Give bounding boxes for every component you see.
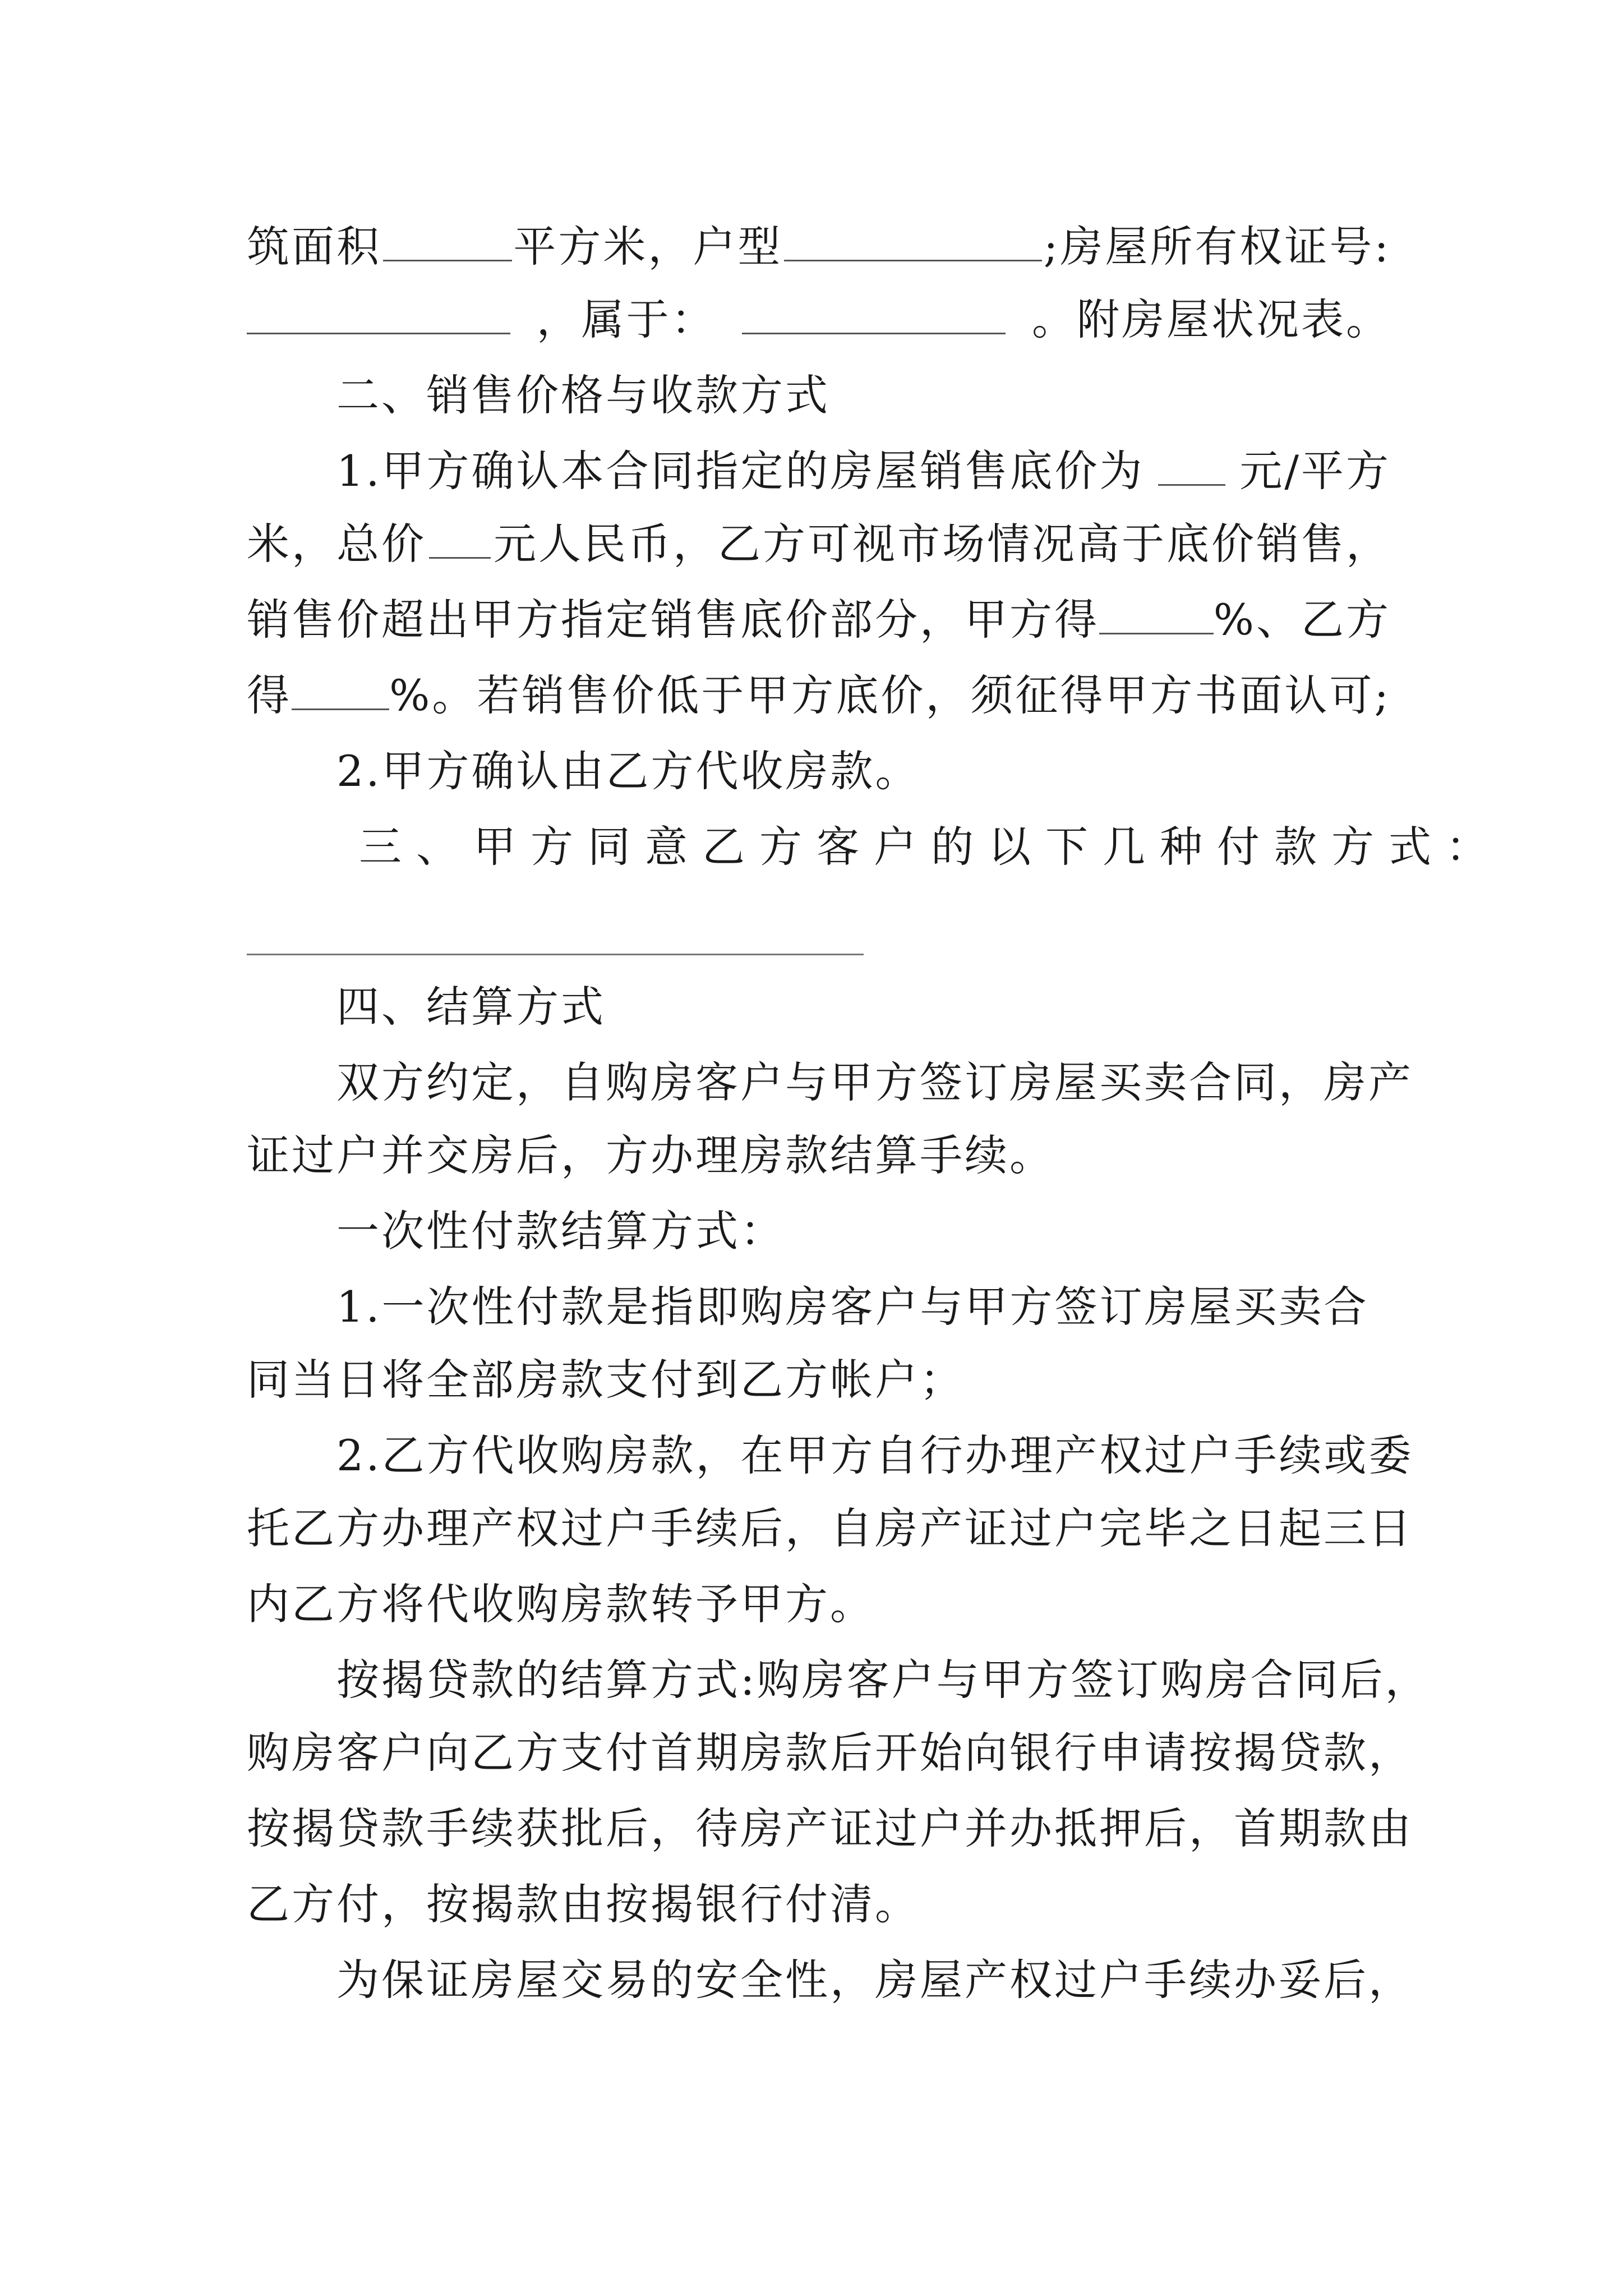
section-heading: 三、甲方同意乙方客户的以下几种付款方式： bbox=[359, 822, 1503, 872]
text-segment: 元人民币，乙方可视市场情况高于底价销售， bbox=[494, 519, 1391, 569]
fill-blank bbox=[1158, 445, 1225, 486]
text-segment: ;房屋所有权证号: bbox=[1043, 222, 1391, 272]
fill-blank bbox=[742, 293, 1006, 334]
text-line: 按揭贷款的结算方式:购房客户与甲方签订购房合同后， bbox=[336, 1655, 1430, 1705]
text-segment: 销售价超出甲方指定销售底价部分，甲方得 bbox=[247, 595, 1099, 645]
text-segment: 元/平方 bbox=[1239, 446, 1391, 496]
text-line bbox=[247, 668, 1391, 724]
fill-blank bbox=[1099, 593, 1214, 634]
text-line: 2.乙方代收购房款，在甲方自行办理产权过户手续或委 bbox=[336, 1430, 1414, 1480]
text-line: 双方约定，自购房客户与甲方签订房屋买卖合同，房产 bbox=[336, 1057, 1413, 1107]
text-segment: %。若销售价低于甲方底价，须征得甲方书面认可; bbox=[389, 670, 1391, 720]
text-line bbox=[247, 592, 1391, 648]
text-segment: 1.甲方确认本合同指定的房屋销售底价为 bbox=[336, 446, 1145, 496]
text-segment: 。附房屋状况表。 bbox=[1031, 295, 1391, 344]
text-line bbox=[336, 443, 1391, 499]
text-segment: %、乙方 bbox=[1213, 595, 1391, 645]
text-segment: ，属于： bbox=[536, 295, 716, 344]
fill-blank bbox=[383, 220, 512, 261]
text-line: 为保证房屋交易的安全性，房屋产权过户手续办妥后， bbox=[336, 1955, 1413, 2005]
text-line: 证过户并交房后，方办理房款结算手续。 bbox=[247, 1130, 1054, 1180]
text-line: 托乙方办理产权过户手续后，自房产证过户完毕之日起三日 bbox=[247, 1503, 1413, 1553]
text-segment: 平方米，户型 bbox=[513, 222, 783, 272]
fill-blank bbox=[784, 220, 1042, 261]
text-line: 按揭贷款手续获批后，待房产证过户并办抵押后，首期款由 bbox=[247, 1803, 1413, 1853]
text-line: 1.一次性付款是指即购房客户与甲方签订房屋买卖合 bbox=[336, 1282, 1369, 1332]
text-line: 乙方付，按揭款由按揭银行付清。 bbox=[247, 1879, 920, 1929]
text-line: 内乙方将代收购房款转予甲方。 bbox=[247, 1579, 875, 1629]
fill-blank-line bbox=[247, 954, 864, 955]
text-line bbox=[247, 219, 1391, 275]
text-line: 一次性付款结算方式： bbox=[336, 1206, 785, 1256]
text-line: 购房客户向乙方支付首期房款后开始向银行申请按揭贷款， bbox=[247, 1728, 1413, 1778]
fill-blank bbox=[292, 669, 389, 710]
text-line: 2.甲方确认由乙方代收房款。 bbox=[336, 746, 920, 796]
fill-blank bbox=[429, 518, 491, 559]
fill-blank bbox=[247, 293, 510, 334]
text-line bbox=[247, 292, 1391, 348]
text-segment: 筑面积 bbox=[247, 222, 381, 272]
text-line: 同当日将全部房款支付到乙方帐户； bbox=[247, 1355, 965, 1405]
text-segment: 得 bbox=[247, 670, 292, 720]
text-line bbox=[247, 516, 1391, 572]
text-segment: 米，总价 bbox=[247, 519, 426, 569]
section-heading: 二、销售价格与收款方式 bbox=[336, 370, 830, 420]
section-heading: 四、结算方式 bbox=[336, 982, 606, 1032]
